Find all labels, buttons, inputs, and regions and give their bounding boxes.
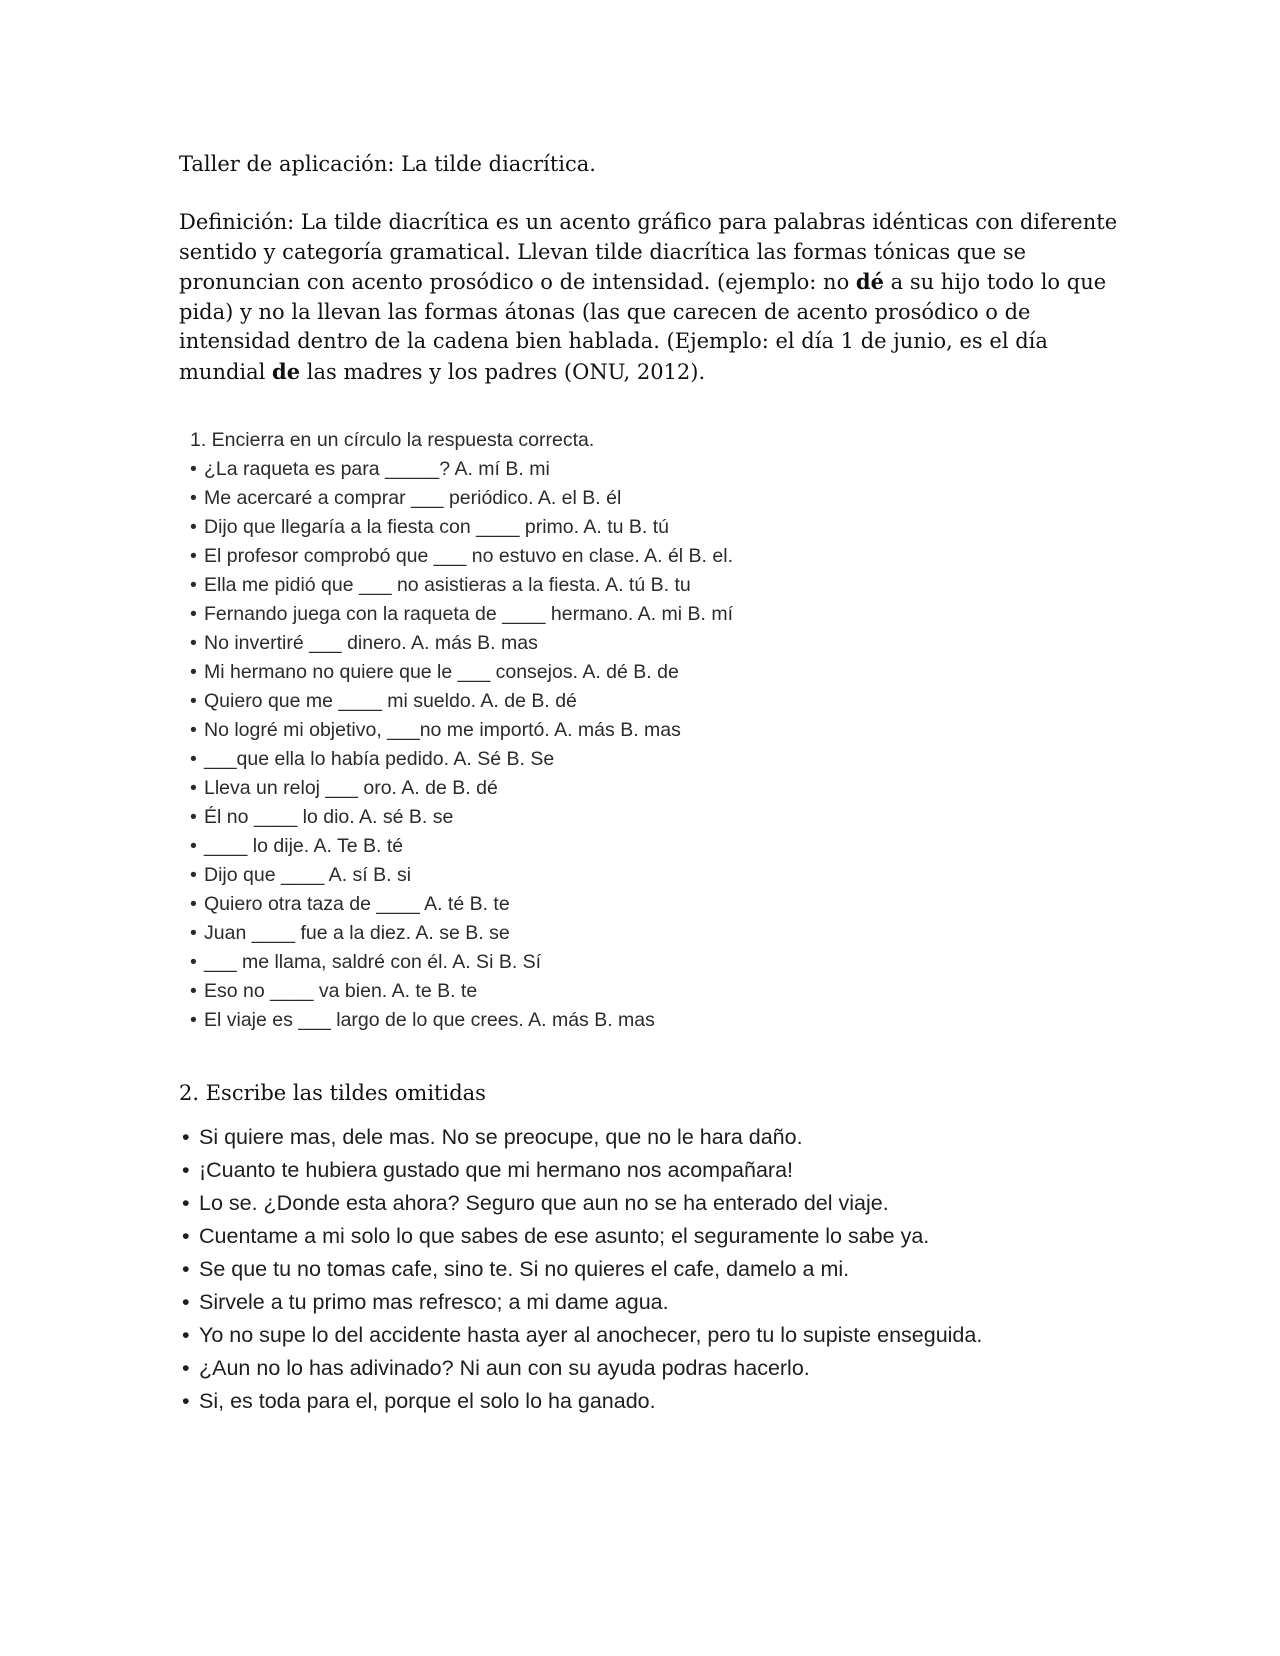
exercise-2-item-text: Lo se. ¿Donde esta ahora? Seguro que aun no se ha enterado del viaje. <box>199 1191 889 1215</box>
bullet-icon: • <box>190 690 197 712</box>
exercise-2-item <box>182 1385 982 1418</box>
bullet-icon: • <box>182 1389 190 1413</box>
exercise-2-item-text: Yo no supe lo del accidente hasta ayer al anochecer, pero tu lo supiste enseguida. <box>199 1323 983 1347</box>
bullet-icon: • <box>182 1356 190 1380</box>
exercise-2-item <box>182 1121 982 1154</box>
exercise-1-item <box>190 600 733 629</box>
exercise-2-item-text: ¡Cuanto te hubiera gustado que mi hermano nos acompañara! <box>199 1158 794 1182</box>
exercise-1-list <box>190 455 733 1035</box>
definition-bold-example-2: de <box>272 358 301 384</box>
bullet-icon: • <box>190 719 197 741</box>
exercise-1-item-text: ¿La raqueta es para _____? A. mí B. mi <box>204 458 550 480</box>
bullet-icon: • <box>190 545 197 567</box>
exercise-2-item-text: ¿Aun no lo has adivinado? Ni aun con su ayuda podras hacerlo. <box>199 1356 810 1380</box>
exercise-2-item-text: Si, es toda para el, porque el solo lo ha ganado. <box>199 1389 656 1413</box>
exercise-1-item-text: No invertiré ___ dinero. A. más B. mas <box>204 632 538 654</box>
exercise-1-item-text: ___ me llama, saldré con él. A. Si B. Sí <box>204 951 542 973</box>
exercise-1-item <box>190 1006 733 1035</box>
exercise-1-item <box>190 484 733 513</box>
exercise-1-item-text: Quiero que me ____ mi sueldo. A. de B. dé <box>204 690 577 712</box>
exercise-1-item <box>190 455 733 484</box>
bullet-icon: • <box>190 806 197 828</box>
exercise-1-item <box>190 832 733 861</box>
exercise-1-item <box>190 861 733 890</box>
exercise-1-item-text: Mi hermano no quiere que le ___ consejos. A. dé B. de <box>204 661 679 683</box>
definition-text-1: Definición: La tilde diacrítica es un acento gráfico para palabras idénticas con diferente sentido y categoría gramatical. Llevan tilde diacrítica las formas tónicas que se pronuncian con acento prosódico o de intensidad. (ejemplo: no <box>179 210 1118 294</box>
exercise-1 <box>190 426 733 1035</box>
bullet-icon: • <box>182 1158 190 1182</box>
exercise-1-item <box>190 629 733 658</box>
bullet-icon: • <box>190 864 197 886</box>
bullet-icon: • <box>182 1125 190 1149</box>
bullet-icon: • <box>182 1257 190 1281</box>
bullet-icon: • <box>190 777 197 799</box>
exercise-2-item <box>182 1319 982 1352</box>
exercise-2-item-text: Se que tu no tomas cafe, sino te. Si no quieres el cafe, damelo a mi. <box>199 1257 850 1281</box>
exercise-2-item-text: Cuentame a mi solo lo que sabes de ese asunto; el seguramente lo sabe ya. <box>199 1224 930 1248</box>
exercise-1-item-text: Ella me pidió que ___ no asistieras a la fiesta. A. tú B. tu <box>204 574 691 596</box>
exercise-2-item <box>182 1253 982 1286</box>
bullet-icon: • <box>190 574 197 596</box>
bullet-icon: • <box>190 487 197 509</box>
exercise-1-item <box>190 542 733 571</box>
exercise-1-item-text: El viaje es ___ largo de lo que crees. A. más B. mas <box>204 1009 655 1031</box>
exercise-2-item <box>182 1154 982 1187</box>
exercise-1-item-text: Quiero otra taza de ____ A. té B. te <box>204 893 510 915</box>
bullet-icon: • <box>190 893 197 915</box>
definition-paragraph <box>179 208 1119 387</box>
exercise-1-item <box>190 745 733 774</box>
exercise-1-item <box>190 774 733 803</box>
exercise-2-item <box>182 1220 982 1253</box>
exercise-1-item <box>190 803 733 832</box>
exercise-2-item <box>182 1352 982 1385</box>
bullet-icon: • <box>182 1290 190 1314</box>
exercise-2 <box>182 1121 982 1418</box>
bullet-icon: • <box>190 661 197 683</box>
exercise-1-heading: 1. Encierra en un círculo la respuesta correcta. <box>190 429 595 451</box>
bullet-icon: • <box>182 1191 190 1215</box>
exercise-1-item <box>190 890 733 919</box>
definition-text-3: las madres y los padres (ONU, 2012). <box>300 359 706 384</box>
bullet-icon: • <box>190 748 197 770</box>
exercise-1-item-text: Juan ____ fue a la diez. A. se B. se <box>204 922 510 944</box>
exercise-1-item <box>190 513 733 542</box>
exercise-2-item <box>182 1187 982 1220</box>
bullet-icon: • <box>190 835 197 857</box>
exercise-1-item <box>190 687 733 716</box>
exercise-1-item <box>190 658 733 687</box>
exercise-2-heading: 2. Escribe las tildes omitidas <box>179 1081 486 1105</box>
exercise-1-item <box>190 919 733 948</box>
bullet-icon: • <box>182 1224 190 1248</box>
bullet-icon: • <box>190 632 197 654</box>
exercise-1-item-text: Él no ____ lo dio. A. sé B. se <box>204 806 454 828</box>
exercise-2-item <box>182 1286 982 1319</box>
exercise-1-item <box>190 948 733 977</box>
bullet-icon: • <box>190 922 197 944</box>
exercise-1-item-text: Me acercaré a comprar ___ periódico. A. el B. él <box>204 487 622 509</box>
exercise-2-item-text: Sirvele a tu primo mas refresco; a mi dame agua. <box>199 1290 669 1314</box>
exercise-1-item-text: Eso no ____ va bien. A. te B. te <box>204 980 478 1002</box>
exercise-1-item-text: Dijo que llegaría a la fiesta con ____ primo. A. tu B. tú <box>204 516 670 538</box>
bullet-icon: • <box>190 1009 197 1031</box>
exercise-1-item-text: Dijo que ____ A. sí B. si <box>204 864 412 886</box>
exercise-1-item-text: Fernando juega con la raqueta de ____ hermano. A. mi B. mí <box>204 603 733 625</box>
bullet-icon: • <box>190 603 197 625</box>
document-title: Taller de aplicación: La tilde diacrítica. <box>179 152 596 176</box>
bullet-icon: • <box>190 951 197 973</box>
definition-text-2: a su hijo todo lo que pida) y no la llevan las formas átonas (las que carecen de acento prosódico o de intensidad dentro de la cadena bien hablada. (Ejemplo: el día 1 de junio, es el día mundial <box>179 270 1107 384</box>
exercise-2-list <box>182 1121 982 1418</box>
exercise-1-item-text: Lleva un reloj ___ oro. A. de B. dé <box>204 777 498 799</box>
exercise-1-item <box>190 977 733 1006</box>
exercise-1-item-text: ____ lo dije. A. Te B. té <box>204 835 404 857</box>
exercise-1-item <box>190 571 733 600</box>
bullet-icon: • <box>190 516 197 538</box>
exercise-1-item-text: ___que ella lo había pedido. A. Sé B. Se <box>204 748 555 770</box>
exercise-1-item <box>190 716 733 745</box>
bullet-icon: • <box>190 458 197 480</box>
exercise-1-item-text: El profesor comprobó que ___ no estuvo en clase. A. él B. el. <box>204 545 733 567</box>
exercise-2-item-text: Si quiere mas, dele mas. No se preocupe, que no le hara daño. <box>199 1125 803 1149</box>
definition-bold-example-1: dé <box>855 269 884 294</box>
bullet-icon: • <box>190 980 197 1002</box>
bullet-icon: • <box>182 1323 190 1347</box>
exercise-1-item-text: No logré mi objetivo, ___no me importó. A. más B. mas <box>204 719 681 741</box>
